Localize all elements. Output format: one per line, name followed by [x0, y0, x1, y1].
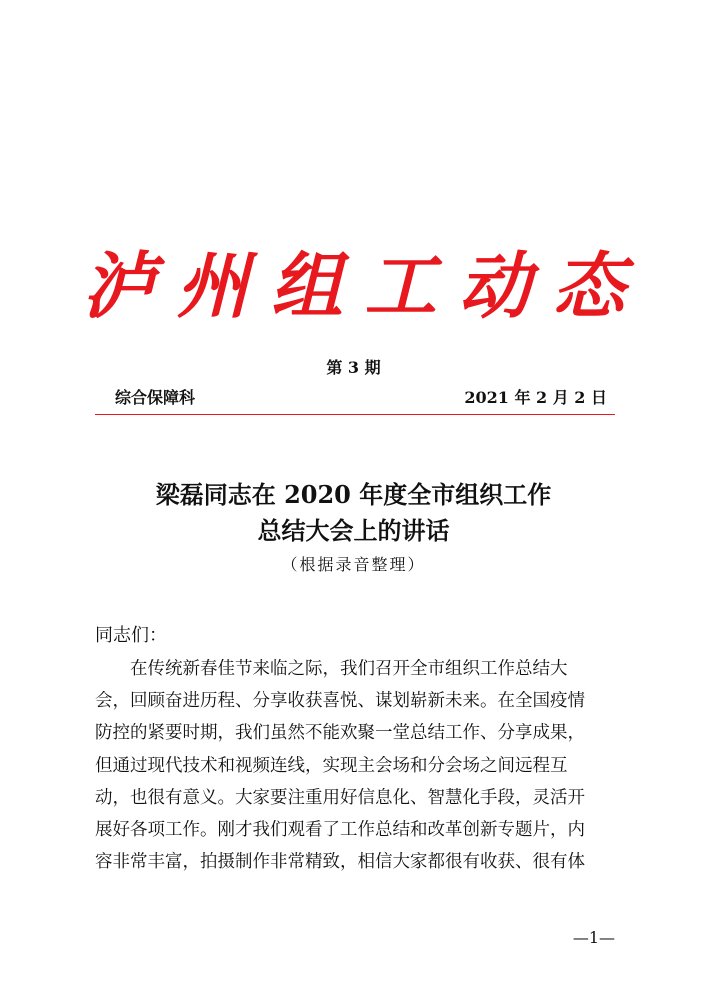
- issue-date: 2021 年 2 月 2 日: [464, 388, 607, 407]
- body-line: 容非常丰富，拍摄制作非常精致，相信大家都很有收获、很有体: [95, 852, 585, 873]
- article-title-line-2: 总结大会上的讲话: [257, 516, 450, 545]
- article-title-line-1: 梁磊同志在 2020 年度全市组织工作: [155, 480, 552, 509]
- page-number: —1—: [572, 928, 615, 947]
- body-line: 但通过现代技术和视频连线，实现主会场和分会场之间远程互: [95, 755, 568, 776]
- header-divider: [95, 414, 615, 415]
- body-line: 展好各项工作。刚才我们观看了工作总结和改革创新专题片，内: [95, 820, 585, 841]
- issue-number: 第 3 期: [326, 358, 381, 377]
- article-title: [0, 477, 707, 549]
- masthead-title: 泸州组工动态: [82, 243, 647, 328]
- body-line: 动，也很有意义。大家要注重用好信息化、智慧化手段，灵活开: [95, 787, 585, 808]
- body-line: 会，回顾奋进历程、分享收获喜悦、谋划崭新未来。在全国疫情: [95, 691, 585, 712]
- salutation: 同志们：: [95, 625, 167, 646]
- department-label: 综合保障科: [115, 388, 196, 407]
- body-line: 在传统新春佳节来临之际，我们召开全市组织工作总结大: [95, 659, 568, 679]
- article-body: [95, 653, 615, 878]
- article-subtitle: （根据录音整理）: [281, 555, 426, 574]
- body-line: 防控的紧要时期，我们虽然不能欢聚一堂总结工作、分享成果，: [95, 723, 585, 744]
